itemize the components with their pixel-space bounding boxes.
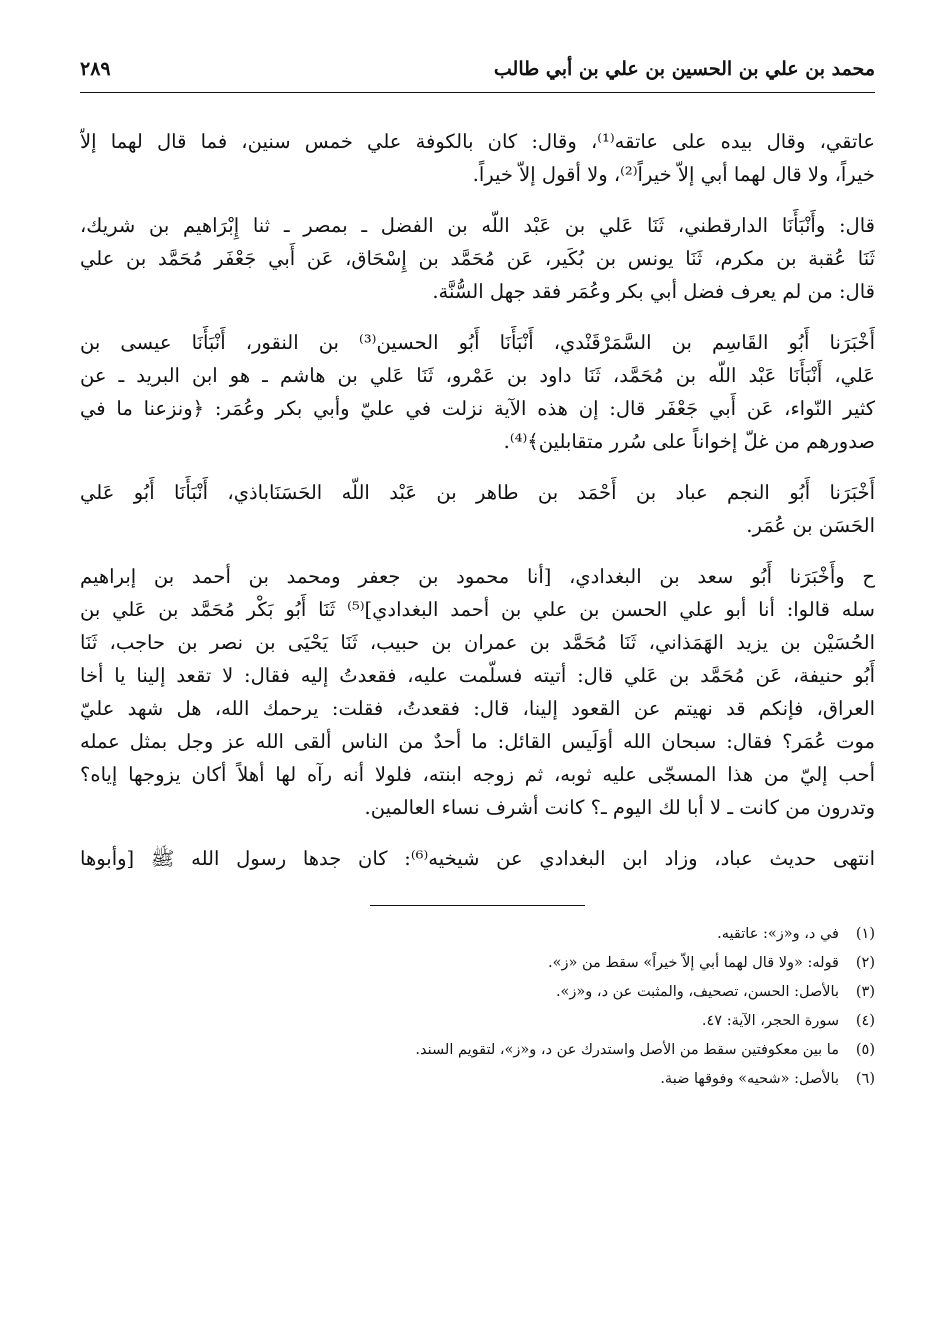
footnote-number: (٢) (855, 955, 875, 971)
text-line: ح وأَخْبَرَنا أَبُو سعد بن البغدادي، [أنا محمود بن جعفر ومحمد بن أحمد بن إبراهيم (80, 565, 875, 588)
text-line: كثير النّواء، عَن أَبي جَعْفَر قال: إن هذه الآية نزلت في عليّ وأبي بكر وعُمَر: ﴿ونزعنا ما في (80, 397, 875, 420)
footnote-number: (٦) (855, 1071, 875, 1087)
text-line: قال: من لم يعرف فضل أبي بكر وعُمَر فقد جهل السُّنَّة. (432, 280, 875, 303)
text-line: وتدرون من كانت ـ لا أبا لك اليوم ـ؟ كانت أشرف نساء العالمين. (364, 796, 875, 819)
footnote-divider (370, 905, 585, 906)
footnote-number: (١) (855, 926, 875, 942)
footnotes (80, 920, 875, 1094)
text-line: صدورهم من غلّ إخواناً على سُرر متقابلين﴾⁽⁴⁾. (503, 430, 875, 453)
paragraph (80, 209, 875, 308)
text-line: الحُسَيْن بن يزيد الهَمَذاني، ثَنَا مُحَمَّد بن عمران بن حبيب، ثَنَا يَحْيَى بن نصر بن حاجب، ثَنَا (80, 631, 875, 654)
text-line: موت عُمَر؟ فقال: سبحان الله أوَلَيس القائل: ما أحدٌ من الناس ألقى الله عز وجل بمثل عمله (80, 730, 875, 753)
text-line: أَخْبَرَنا أَبُو القَاسِم بن السَّمَرْقَنْدي، أَنْبَأَنَا أَبُو الحسين⁽³⁾ بن النقور، أَنْبَأَنَا عيسى بن (80, 331, 875, 354)
footnote-number: (٥) (855, 1042, 875, 1058)
footnote-text: في د، و«ز»: عاتقيه. (717, 926, 839, 942)
text-line: عاتقي، وقال بيده على عاتقه⁽¹⁾، وقال: كان بالكوفة علي خمس سنين، فما قال لهما إلاّ (80, 130, 875, 153)
footnote-text: قوله: «ولا قال لهما أبي إلاّ خيراً» سقط من «ز». (547, 955, 839, 971)
paragraph (80, 476, 875, 542)
footnote-number: (٣) (855, 984, 875, 1000)
paragraph (80, 125, 875, 191)
running-title: محمد بن علي بن الحسين بن علي بن أبي طالب (493, 58, 875, 80)
paragraph (80, 842, 875, 875)
text-line: خيراً، ولا قال لهما أبي إلاّ خيراً⁽²⁾، ولا أقول إلاّ خيراً. (472, 163, 875, 186)
paragraph (80, 326, 875, 458)
main-text (80, 125, 875, 875)
text-line: الحَسَن بن عُمَر. (746, 514, 875, 537)
text-line: عَلي، أَنْبَأَنَا عَبْد اللّه بن مُحَمَّد، ثَنَا داود بن عَمْرو، ثَنَا عَلي بن هاشم ـ هو ابن البريد ـ عن (80, 364, 875, 387)
footnote (80, 949, 875, 978)
paragraph (80, 560, 875, 824)
text-line: سله قالوا: أنا أبو علي الحسن بن علي بن أحمد البغدادي]⁽⁵⁾ ثَنَا أَبُو بَكْر مُحَمَّد بن عَلي بن (80, 598, 875, 621)
page-number: ٢٨٩ (80, 58, 111, 80)
text-line: ثَنَا عُقبة بن مكرم، ثَنَا يونس بن بُكَير، عَن مُحَمَّد بن إِسْحَاق، عَن أَبي جَعْفَر مُحَمَّد بن علي (80, 247, 875, 270)
footnote-text: بالأصل: الحسن، تصحيف، والمثبت عن د، و«ز». (555, 984, 839, 1000)
footnote (80, 920, 875, 949)
footnote (80, 1065, 875, 1094)
text-line: أَبُو حنيفة، عَن مُحَمَّد بن عَلي قال: أتيته فسلّمت عليه، فقعدتُ إليه فقال: لا تقعد إلينا يا أخا (80, 664, 875, 687)
text-line: أَخْبَرَنا أَبُو النجم عباد بن أَحْمَد بن طاهر بن عَبْد اللّه الحَسَنَاباذي، أَنْبَأَنَا أَبُو عَلي (80, 481, 875, 504)
footnote-text: بالأصل: «شحيه» وفوقها ضبة. (660, 1071, 839, 1087)
footnote (80, 1036, 875, 1065)
page-header (80, 52, 875, 93)
text-line: العراق، فإنكم قد نهيتم عن القعود إلينا، قال: فقعدتُ، فقلت: يرحمك الله، هل شهد عليّ (80, 697, 875, 720)
footnote-text: ما بين معكوفتين سقط من الأصل واستدرك عن د، و«ز»، لتقويم السند. (415, 1042, 839, 1058)
footnote-number: (٤) (855, 1013, 875, 1029)
footnote-text: سورة الحجر، الآية: ٤٧. (701, 1013, 839, 1029)
text-line: انتهى حديث عباد، وزاد ابن البغدادي عن شيخيه⁽⁶⁾: كان جدها رسول الله ﷺ [وأبوها (80, 847, 875, 870)
text-line: قال: وأَنْبَأَنَا الدارقطني، ثَنَا عَلي بن عَبْد اللّه بن الفضل ـ بمصر ـ ثنا إِبْرَاهيم بن شريك، (80, 214, 875, 237)
footnote (80, 978, 875, 1007)
text-line: أحب إليّ من هذا المسجّى عليه ثوبه، ثم زوجه ابنته، فلولا أنه رآه لها أهلاً أكان يزوجها إياه؟ (80, 763, 875, 786)
book-page (80, 52, 875, 1322)
footnote (80, 1007, 875, 1036)
